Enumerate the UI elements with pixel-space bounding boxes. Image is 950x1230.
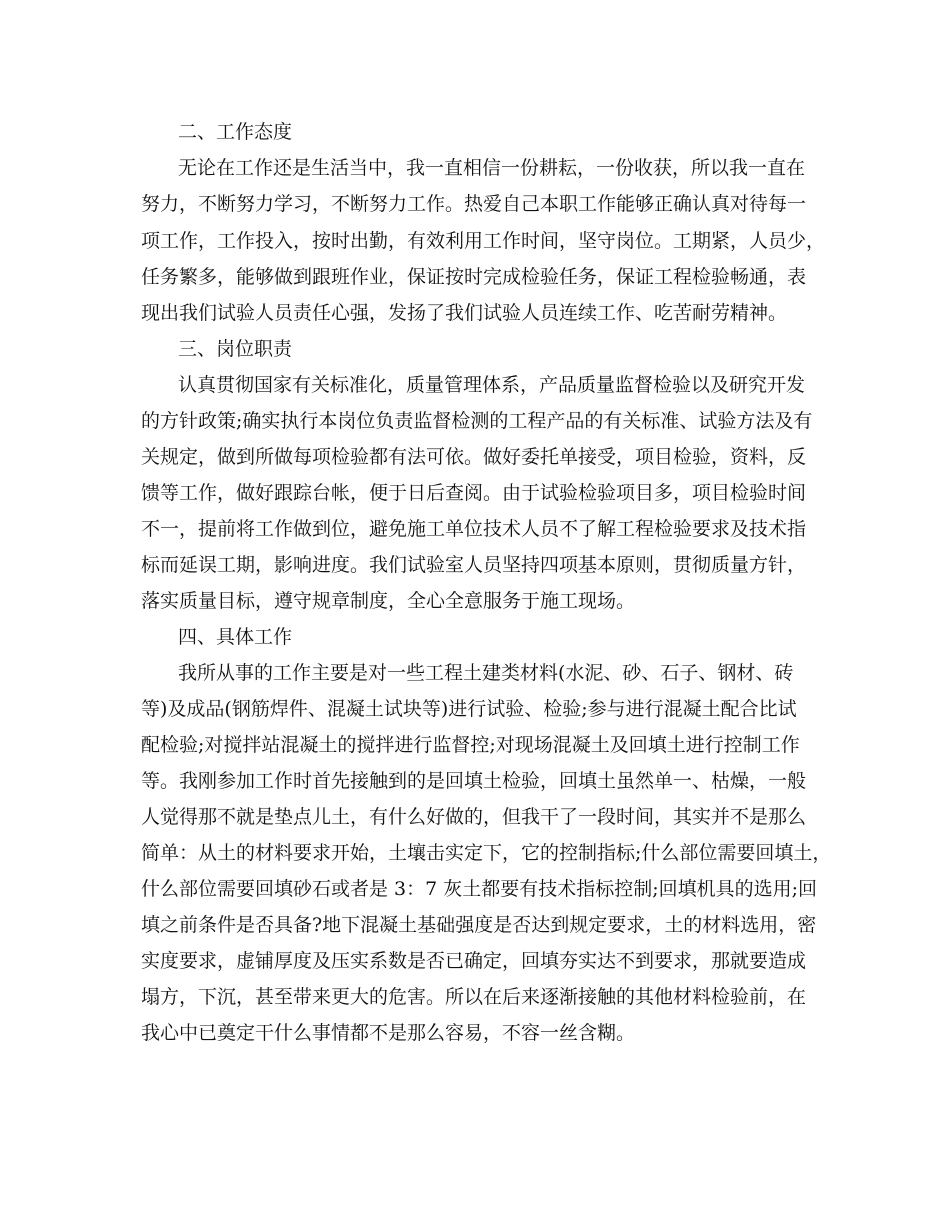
section-heading: 四、具体工作 (178, 626, 293, 648)
paragraph-line: 塌方，下沉，甚至带来更大的危害。所以在后来逐渐接触的其他材料检验前，在 (141, 986, 807, 1008)
paragraph-line: 我心中已奠定干什么事情都不是那么容易，不容一丝含糊。 (141, 1022, 636, 1044)
paragraph-line: 不一，提前将工作做到位，避免施工单位技术人员不了解工程检验要求及技术指 (141, 518, 807, 540)
paragraph-line: 关规定，做到所做每项检验都有法可依。做好委托单接受，项目检验，资料，反 (141, 446, 807, 468)
paragraph-line: 的方针政策;确实执行本岗位负责监督检测的工程产品的有关标准、试验方法及有 (141, 410, 813, 432)
paragraph-line: 落实质量目标，遵守规章制度，全心全意服务于施工现场。 (141, 590, 636, 612)
paragraph-line: 标而延误工期，影响进度。我们试验室人员坚持四项基本原则，贯彻质量方针， (141, 554, 807, 576)
paragraph-line: 等。我刚参加工作时首先接触到的是回填土检验，回填土虽然单一、枯燥，一般 (141, 770, 807, 792)
paragraph-line: 填之前条件是否具备?地下混凝土基础强度是否达到规定要求，土的材料选用，密 (141, 914, 817, 936)
paragraph-line: 馈等工作，做好跟踪台帐，便于日后查阅。由于试验检验项目多，项目检验时间 (141, 482, 807, 504)
paragraph-line: 项工作，工作投入，按时出勤，有效利用工作时间，坚守岗位。工期紧，人员少， (141, 230, 826, 252)
paragraph-line: 人觉得那不就是垫点儿土，有什么好做的，但我干了一段时间，其实并不是那么 (141, 806, 807, 828)
section-heading: 三、岗位职责 (178, 338, 293, 360)
paragraph-line: 实度要求，虚铺厚度及压实系数是否已确定，回填夯实达不到要求，那就要造成 (141, 950, 807, 972)
paragraph-line: 任务繁多，能够做到跟班作业，保证按时完成检验任务，保证工程检验畅通，表 (141, 266, 807, 288)
paragraph-line: 认真贯彻国家有关标准化，质量管理体系，产品质量监督检验以及研究开发 (178, 374, 806, 396)
paragraph-line: 什么部位需要回填砂石或者是 3：7 灰土都要有技术指标控制;回填机具的选用;回 (141, 878, 818, 900)
section-heading: 二、工作态度 (178, 121, 293, 143)
paragraph-line: 等)及成品(钢筋焊件、混凝土试块等)进行试验、检验;参与进行混凝土配合比试 (141, 698, 797, 720)
paragraph-line: 我所从事的工作主要是对一些工程土建类材料(水泥、砂、石子、钢材、砖 (178, 662, 794, 684)
paragraph-line: 努力，不断努力学习，不断努力工作。热爱自己本职工作能够正确认真对待每一 (141, 193, 807, 215)
paragraph-line: 简单：从土的材料要求开始，土壤击实定下，它的控制指标;什么部位需要回填土， (141, 842, 832, 864)
paragraph-line: 配检验;对搅拌站混凝土的搅拌进行监督控;对现场混凝土及回填土进行控制工作 (141, 734, 800, 756)
paragraph-line: 现出我们试验人员责任心强，发扬了我们试验人员连续工作、吃苦耐劳精神。 (141, 302, 788, 324)
paragraph-line: 无论在工作还是生活当中，我一直相信一份耕耘，一份收获，所以我一直在 (178, 157, 806, 179)
